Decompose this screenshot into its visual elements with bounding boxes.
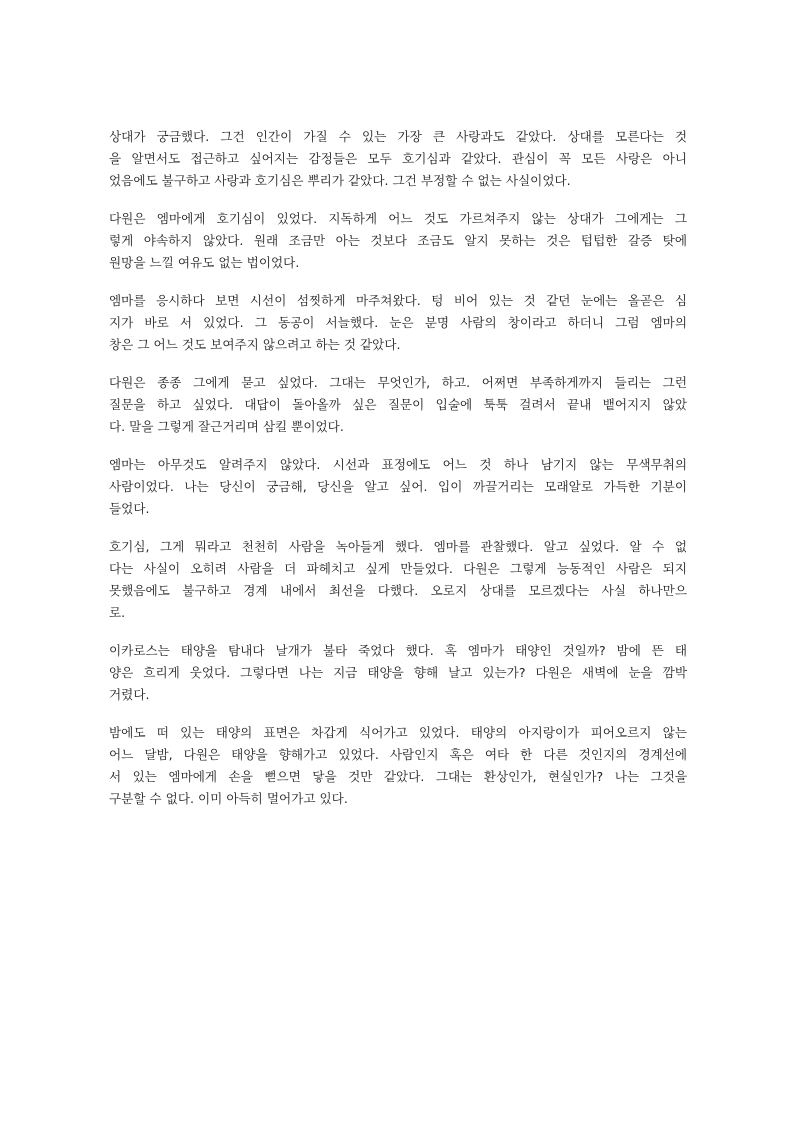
text-line: 양은 흐리게 웃었다. 그렇다면 나는 지금 태양을 향해 날고 있는가? 다원은 새벽에 눈을 깜박 bbox=[109, 665, 687, 680]
text-line: 거렸다. bbox=[109, 687, 150, 702]
text-line: 구분할 수 없다. 이미 아득히 멀어가고 있다. bbox=[109, 791, 348, 806]
text-line: 이카로스는 태양을 탐내다 날개가 불타 죽었다 했다. 혹 엠마가 태양인 것일까? 밤에 뜬 태 bbox=[109, 643, 687, 658]
paragraph bbox=[109, 536, 687, 624]
text-line: 들었다. bbox=[109, 501, 150, 516]
paragraph bbox=[109, 640, 687, 706]
text-line: 상대가 궁금했다. 그건 인간이 가질 수 있는 가장 큰 사랑과도 같았다. 상대를 모른다는 것 bbox=[109, 129, 687, 144]
text-line: 다원은 엠마에게 호기심이 있었다. 지독하게 어느 것도 가르쳐주지 않는 상대가 그에게는 그 bbox=[109, 211, 687, 226]
text-line: 로. bbox=[109, 605, 126, 620]
text-line: 밤에도 떠 있는 태양의 표면은 차갑게 식어가고 있었다. 태양의 아지랑이가 피어오르지 않는 bbox=[109, 725, 687, 740]
text-line: 었음에도 불구하고 사랑과 호기심은 뿌리가 같았다. 그건 부정할 수 없는 사실이었다. bbox=[109, 173, 571, 188]
text-line: 을 알면서도 접근하고 싶어지는 감정들은 모두 호기심과 같았다. 관심이 꼭 모든 사랑은 아니 bbox=[109, 151, 687, 166]
text-line: 사람이었다. 나는 당신이 궁금해, 당신을 알고 싶어. 입이 까끌거리는 모래알로 가득한 기분이 bbox=[109, 479, 687, 494]
text-line: 엠마를 응시하다 보면 시선이 섬찟하게 마주쳐왔다. 텅 비어 있는 것 같던 눈에는 올곧은 심 bbox=[109, 293, 687, 308]
text-line: 다원은 종종 그에게 묻고 싶었다. 그대는 무엇인가, 하고. 어쩌면 부족하게까지 들리는 그런 bbox=[109, 375, 687, 390]
paragraph bbox=[109, 126, 687, 192]
text-line: 원망을 느낄 여유도 없는 법이었다. bbox=[109, 255, 300, 270]
text-line: 다. 말을 그렇게 잘근거리며 삼킬 뿐이었다. bbox=[109, 419, 344, 434]
text-line: 서 있는 엠마에게 손을 뻗으면 닿을 것만 같았다. 그대는 환상인가, 현실인가? 나는 그것을 bbox=[109, 769, 687, 784]
paragraph bbox=[109, 208, 687, 274]
paragraph bbox=[109, 372, 687, 438]
paragraph bbox=[109, 290, 687, 356]
document-body bbox=[109, 126, 687, 826]
text-line: 지가 바로 서 있었다. 그 동공이 서늘했다. 눈은 분명 사람의 창이라고 하더니 그럼 엠마의 bbox=[109, 315, 687, 330]
text-line: 호기심, 그게 뭐라고 천천히 사람을 녹아들게 했다. 엠마를 관찰했다. 알고 싶었다. 알 수 없 bbox=[109, 539, 687, 554]
text-line: 다는 사실이 오히려 사람을 더 파헤치고 싶게 만들었다. 다원은 그렇게 능동적인 사람은 되지 bbox=[109, 561, 687, 576]
paragraph bbox=[109, 722, 687, 810]
text-line: 엠마는 아무것도 알려주지 않았다. 시선과 표정에도 어느 것 하나 남기지 않는 무색무취의 bbox=[109, 457, 687, 472]
paragraph bbox=[109, 454, 687, 520]
text-line: 질문을 하고 싶었다. 대답이 돌아올까 싶은 질문이 입술에 툭툭 걸려서 끝내 뱉어지지 않았 bbox=[109, 397, 687, 412]
text-line: 창은 그 어느 것도 보여주지 않으려고 하는 것 같았다. bbox=[109, 337, 401, 352]
text-line: 렇게 야속하지 않았다. 원래 조금만 아는 것보다 조금도 알지 못하는 것은 텁텁한 갈증 탓에 bbox=[109, 233, 687, 248]
text-line: 어느 달밤, 다원은 태양을 향해가고 있었다. 사람인지 혹은 여타 한 다른 것인지의 경계선에 bbox=[109, 747, 687, 762]
text-line: 못했음에도 불구하고 경계 내에서 최선을 다했다. 오로지 상대를 모르겠다는 사실 하나만으 bbox=[109, 583, 687, 598]
